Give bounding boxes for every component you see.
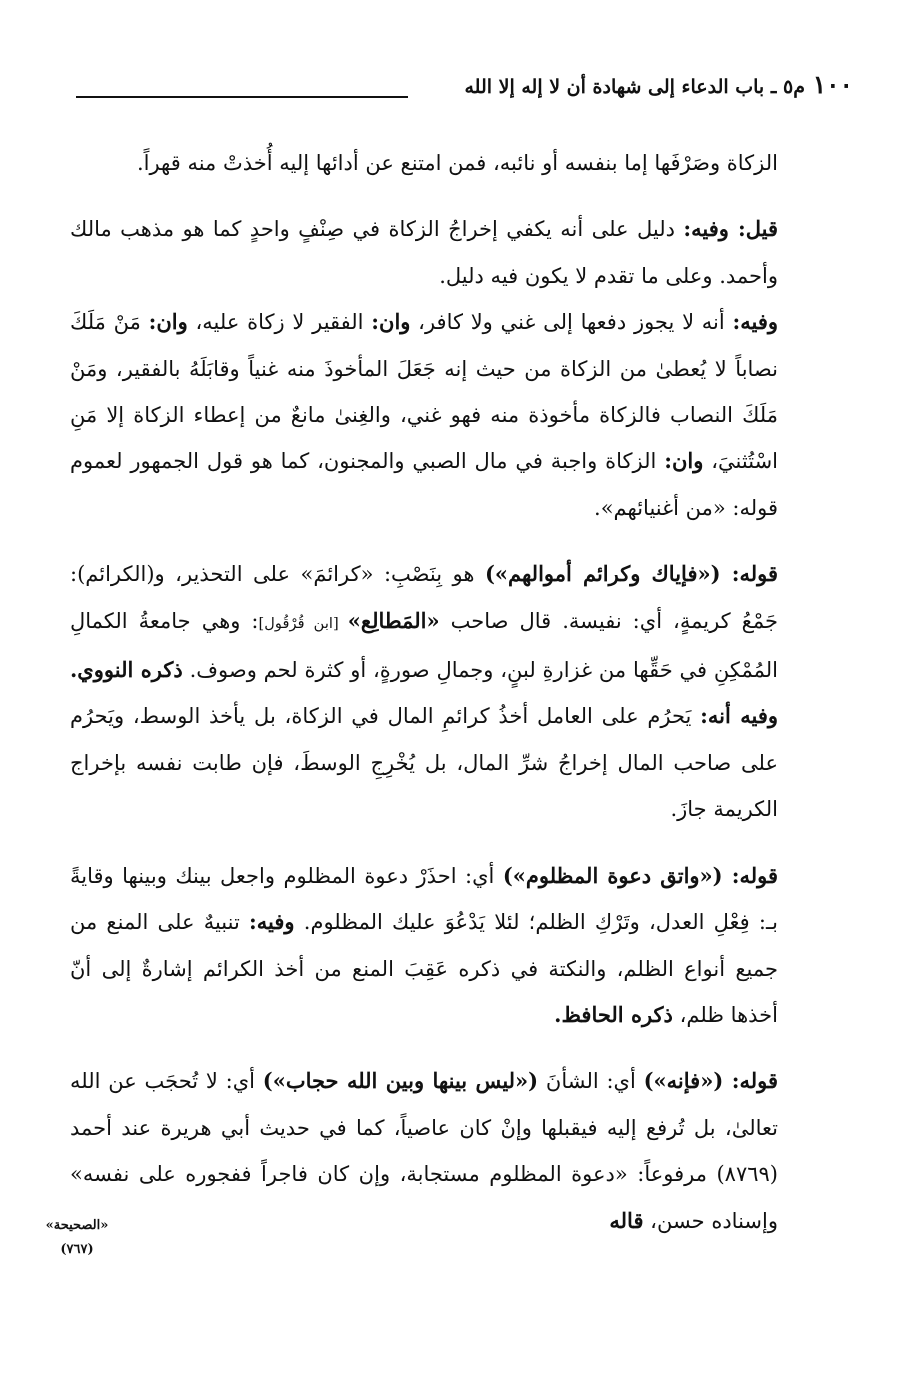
text-run: أي: لا تُحجَب عن الله تعالىٰ، بل تُرفع إليه فيقبلها وإنْ كان عاصياً، كما في حديث أبي هريرة عند أحمد (٨٧٦٩) مرفوعاً: «دعوة المظلوم مستجابة، وإن كان فاجراً ففجوره على نفسه» وإسناده حسن، xyxy=(70,1069,778,1233)
bold-run: «المَطالِع» xyxy=(347,607,440,633)
paragraph-p2 xyxy=(70,206,778,299)
bold-run: ذكره النووي. وفيه أنه: xyxy=(70,657,778,729)
paragraph-p1 xyxy=(70,140,778,186)
text-run: أي: الشأنَ xyxy=(538,1069,644,1094)
running-title: م٥ ـ باب الدعاء إلى شهادة أن لا إله إلا الله xyxy=(464,76,805,98)
text-run: [ابن قُرْقُول] xyxy=(258,614,348,632)
paragraph-p3 xyxy=(70,299,778,531)
header-rule xyxy=(76,96,408,98)
bold-run: وان: xyxy=(148,309,188,335)
text-run: دليل على أنه يكفي إخراجُ الزكاة في صِنْفٍ واحدٍ كما هو مذهب مالك وأحمد. وعلى ما تقدم لا يكون فيه دليل. xyxy=(70,217,778,288)
body-text xyxy=(70,140,778,1244)
margin-note-number: (٧٦٧) xyxy=(60,1242,94,1257)
bold-run: قوله: («فإنه») xyxy=(643,1068,778,1094)
text-run: : وهي جامعةُ الكمالِ المُمْكِنِ في حَقِّها من غزارةِ لبنٍ، وجمالِ صورةٍ، أو كثرة لحم وصوف. xyxy=(70,608,779,683)
text-run: الزكاة وصَرْفَها إما بنفسه أو نائبه، فمن امتنع عن أدائها إليه أُخذتْ منه قهراً. xyxy=(136,151,778,175)
text-run: هو بِنَصْبِ: «كرائمَ» على التحذير، و(الكرائم): جَمْعُ كريمةٍ، أي: نفيسة. قال صاحب xyxy=(70,562,778,633)
bold-run: وفيه: xyxy=(249,909,295,935)
text-run: يَحرُم على العامل أخذُ كرائمِ المال في الزكاة، بل يأخذ الوسط، ويَحرُم على صاحب المال إخراجُ شرِّ المال، بل يُخْرِجِ الوسطَ، فإن طابت نفسه بإخراج الكريمة جازَ. xyxy=(70,704,778,822)
bold-run: («ليس بينها وبين الله حجاب») xyxy=(262,1068,539,1094)
page-number: ١٠٠ xyxy=(812,70,853,99)
margin-note xyxy=(37,1214,117,1262)
text-run: أي: احذَرْ دعوة المظلوم واجعل بينك وبينها وقايةً بـ: فِعْلِ العدل، وتَرْكِ الظلم؛ لئلا يَدْعُوَ عليك المظلوم. xyxy=(70,863,778,935)
paragraph-p4 xyxy=(70,551,778,832)
bold-run: وفيه: xyxy=(732,309,778,335)
paragraph-p6 xyxy=(70,1058,778,1244)
margin-note-source: «الصحيحة» xyxy=(45,1218,109,1233)
text-run: أنه لا يجوز دفعها إلى غني ولا كافر، xyxy=(410,310,733,335)
text-run: الفقير لا زكاة عليه، xyxy=(187,310,372,335)
bold-run: ذكره الحافظ. xyxy=(554,1001,673,1027)
bold-run: قيل: وفيه: xyxy=(683,216,778,242)
bold-run: قوله: («واتق دعوة المظلوم») xyxy=(502,862,778,888)
bold-run: قاله xyxy=(609,1207,644,1233)
bold-run: وان: xyxy=(371,309,411,335)
text-run: الزكاة واجبة في مال الصبي والمجنون، كما هو قول الجمهور لعموم قوله: «من أغنيائهم». xyxy=(70,449,778,520)
bold-run: وان: xyxy=(664,448,704,474)
paragraph-p5 xyxy=(70,853,778,1039)
bold-run: قوله: («فإياك وكرائم أموالهم») xyxy=(484,561,778,587)
text-run: مَنْ مَلَكَ نصاباً لا يُعطىٰ من الزكاة من حيث إنه جَعَلَ المأخوذَ منه غنياً وقابَلَهُ بالفقير، ومَنْ مَلَكَ النصاب فالزكاة مأخوذة منه فهو غني، والغِنىٰ مانعٌ من إعطاء الزكاة إلا مَنِ اسْتُثنيَ، xyxy=(70,310,778,474)
text-run: تنبيهٌ على المنع من جميع أنواع الظلم، والنكتة في ذكره عَقِبَ المنع من أخذ الكرائم إشارةٌ إلى أنّ أخذها ظلم، xyxy=(70,910,778,1027)
